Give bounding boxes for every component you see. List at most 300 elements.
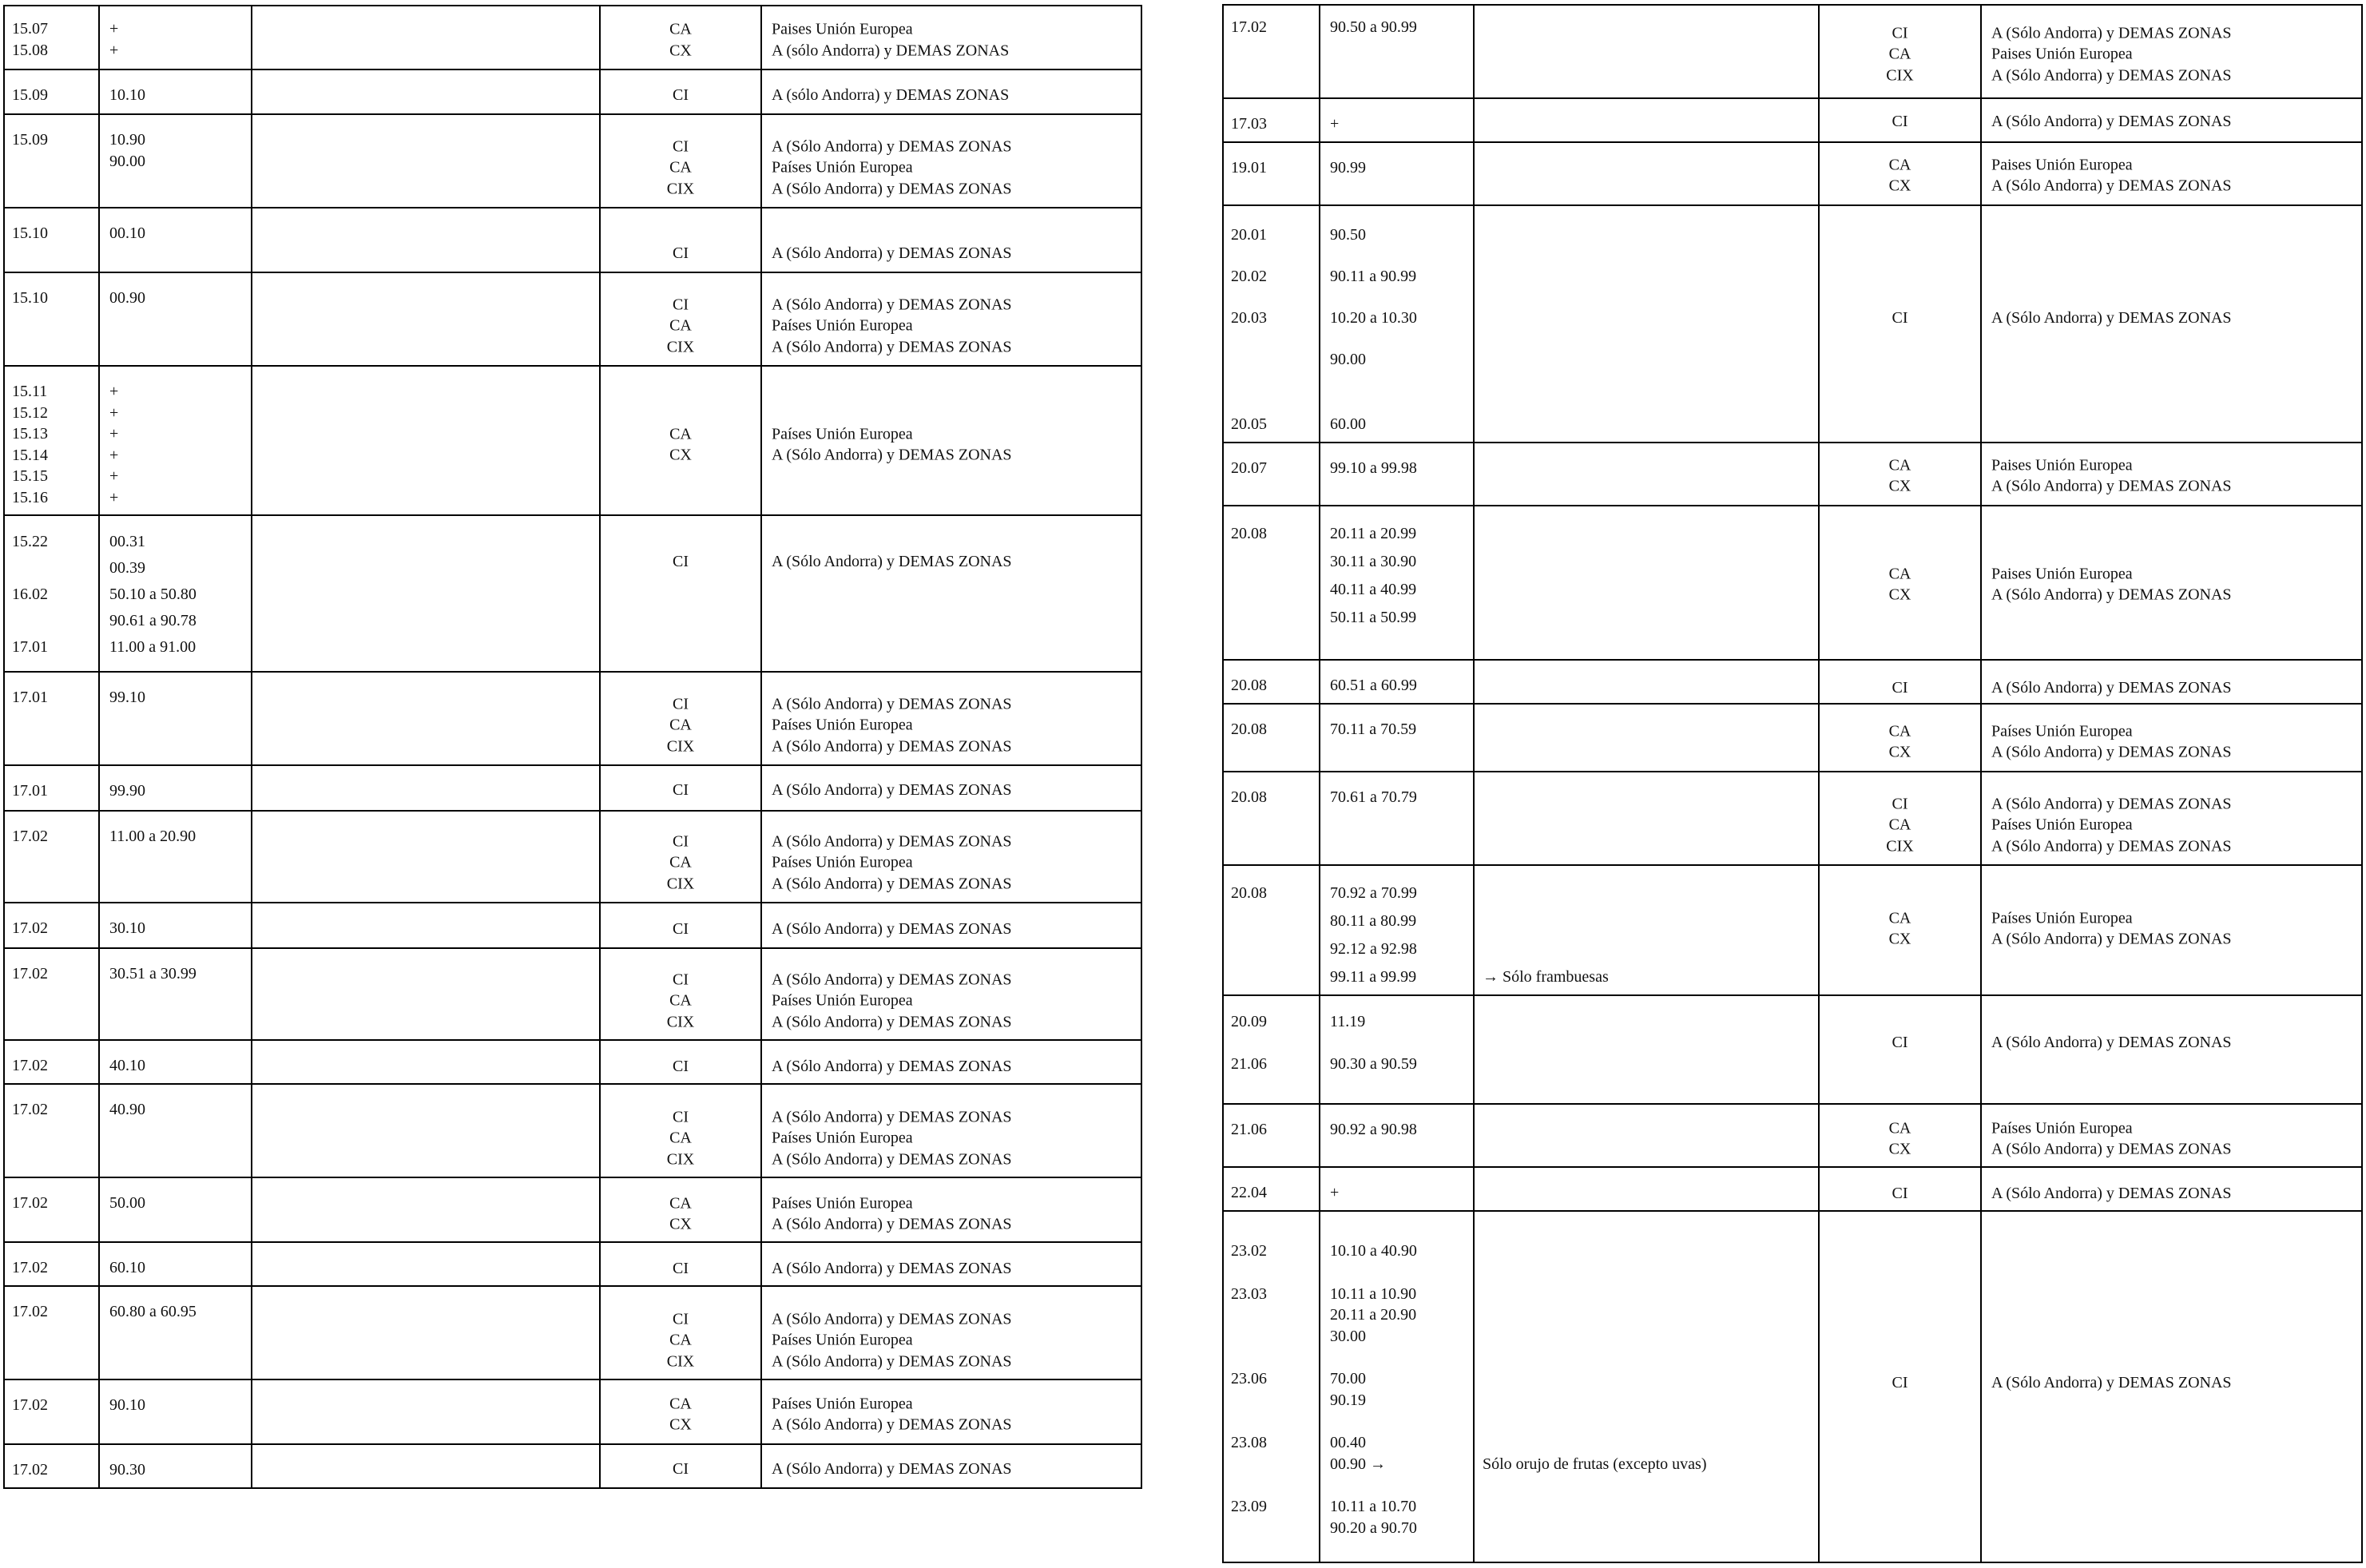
regime-cell [599, 812, 760, 902]
table-row [5, 365, 1141, 514]
note-cell [1473, 996, 1818, 1103]
regime-cell [599, 1380, 760, 1443]
heading-code: 17.02 [12, 1461, 48, 1479]
subheading-code: + [109, 41, 119, 59]
regime-list [1820, 1117, 1980, 1160]
heading-code: 17.02 [12, 1396, 48, 1414]
note-cell [1473, 772, 1818, 864]
regime-list [1820, 455, 1980, 497]
heading-cell [5, 6, 98, 69]
zone-list [762, 1257, 1141, 1279]
subheading-cell [1319, 143, 1473, 204]
subheading-code: 90.30 a 90.59 [1330, 1055, 1417, 1073]
zone-text: A (Sólo Andorra) y DEMAS ZONAS [772, 1149, 1012, 1168]
regime-list [601, 1257, 760, 1279]
zone-list [1982, 793, 2361, 857]
subheading-code: 10.20 a 10.30 [1330, 309, 1417, 327]
zone-list [1982, 154, 2361, 196]
subheading-cell [98, 766, 251, 810]
regime-cell [599, 673, 760, 764]
zone-cell [760, 1287, 1141, 1379]
zone-text: A (Sólo Andorra) y DEMAS ZONAS [772, 1309, 1012, 1328]
heading-cell [5, 1178, 98, 1241]
subheading-cell [1319, 1105, 1473, 1166]
heading-code: 17.01 [12, 689, 48, 706]
regime-list [601, 242, 760, 264]
table-row [1224, 659, 2361, 703]
subheading-code: + [109, 383, 119, 400]
regime-code: CI [673, 694, 689, 713]
regime-code: CX [669, 42, 692, 59]
heading-code: 17.02 [1231, 18, 1267, 36]
subheading-code: 90.00 [1330, 351, 1366, 368]
zone-text: A (Sólo Andorra) y DEMAS ZONAS [772, 1012, 1012, 1030]
heading-code: 20.08 [1231, 677, 1267, 694]
subheading-code: 30.00 [1330, 1327, 1366, 1345]
regime-code: CA [1888, 909, 1911, 927]
zone-text: A (Sólo Andorra) y DEMAS ZONAS [1991, 794, 2232, 812]
zone-text: A (Sólo Andorra) y DEMAS ZONAS [772, 832, 1012, 850]
subheading-code: 90.30 [109, 1461, 145, 1479]
zone-cell [1980, 443, 2361, 505]
zone-text: Países Unión Europea [772, 158, 913, 177]
zone-text: A (Sólo Andorra) y DEMAS ZONAS [772, 1215, 1012, 1233]
subheading-code: + [1330, 115, 1340, 133]
regime-code: CA [669, 158, 692, 177]
zone-text: A (Sólo Andorra) y DEMAS ZONAS [772, 1459, 1012, 1478]
subheading-code: 90.92 a 90.98 [1330, 1121, 1417, 1138]
note-cell [251, 1380, 599, 1443]
subheading-cell [98, 812, 251, 902]
note-cell [251, 1085, 599, 1177]
regime-code: CIX [1886, 836, 1914, 855]
regime-code: CI [1892, 112, 1908, 130]
heading-code: 15.12 [12, 403, 48, 422]
regime-list [1820, 154, 1980, 196]
subheading-code: 11.00 a 20.90 [109, 828, 197, 845]
zone-text: A (Sólo Andorra) y DEMAS ZONAS [1991, 836, 2232, 855]
zone-text: A (Sólo Andorra) y DEMAS ZONAS [1991, 1184, 2232, 1202]
zone-cell [760, 766, 1141, 810]
regime-list [1820, 110, 1980, 132]
subheading-code: 00.90 → [1330, 1455, 1386, 1473]
regime-code: CA [1888, 45, 1911, 63]
table-row [5, 947, 1141, 1039]
zone-text: Países Unión Europea [1991, 1119, 2133, 1137]
regime-code: CIX [666, 179, 695, 197]
zone-list [1982, 1372, 2361, 1394]
zone-cell [760, 1041, 1141, 1083]
subheading-cell [98, 1380, 251, 1443]
regime-cell [1818, 99, 1980, 141]
zone-text: A (Sólo Andorra) y DEMAS ZONAS [1991, 1033, 2232, 1051]
regime-cell [599, 903, 760, 947]
zone-text: A (Sólo Andorra) y DEMAS ZONAS [1991, 930, 2232, 948]
subheading-code: 50.10 a 50.80 [109, 586, 197, 603]
subheading-code: 30.11 a 30.90 [1330, 553, 1417, 570]
zone-cell [760, 673, 1141, 764]
subheading-cell [98, 367, 251, 514]
table-row [1224, 703, 2361, 771]
subheading-cell [98, 1445, 251, 1487]
subheading-cell [98, 115, 251, 207]
zone-cell [760, 208, 1141, 272]
heading-code: 15.10 [12, 224, 48, 242]
subheading-cell [98, 1178, 251, 1241]
zone-list [762, 19, 1141, 62]
note-cell [251, 367, 599, 514]
subheading-code: 00.40 [1330, 1434, 1366, 1451]
regime-list [601, 1393, 760, 1435]
zone-cell [760, 115, 1141, 207]
zone-text: A (Sólo Andorra) y DEMAS ZONAS [772, 780, 1012, 799]
regime-list [601, 1055, 760, 1077]
heading-code: 17.02 [12, 1057, 48, 1074]
zone-text: A (Sólo Andorra) y DEMAS ZONAS [1991, 112, 2232, 130]
heading-cell [5, 367, 98, 514]
regime-cell [1818, 1168, 1980, 1210]
zone-list [762, 969, 1141, 1033]
table-row [5, 810, 1141, 902]
regime-code: CX [1888, 1140, 1911, 1158]
regime-code: CX [1888, 743, 1911, 761]
regime-code: CA [669, 1331, 692, 1349]
regime-cell [1818, 443, 1980, 505]
zone-cell [760, 1243, 1141, 1285]
zone-text: Países Unión Europea [772, 716, 913, 734]
table-row [5, 1177, 1141, 1241]
zone-text: Países Unión Europea [1991, 722, 2133, 740]
subheading-code: 90.11 a 90.99 [1330, 268, 1417, 285]
zone-cell [760, 367, 1141, 514]
table-row [5, 671, 1141, 764]
subheading-cell [1319, 1168, 1473, 1210]
subheading-cell [98, 6, 251, 69]
note-text: → Sólo frambuesas [1483, 968, 1609, 986]
zone-text: A (Sólo Andorra) y DEMAS ZONAS [772, 1352, 1012, 1370]
regime-code: CX [1888, 930, 1911, 948]
regime-code: CI [673, 970, 689, 988]
regime-list [601, 85, 760, 106]
table-row [5, 1083, 1141, 1177]
note-cell [251, 6, 599, 69]
table-row [5, 902, 1141, 947]
regime-cell [599, 1445, 760, 1487]
subheading-code: + [1330, 1184, 1340, 1201]
heading-code: 15.16 [12, 488, 48, 506]
regime-code: CIX [666, 874, 695, 892]
heading-code: 21.06 [1231, 1121, 1267, 1138]
zone-text: A (Sólo Andorra) y DEMAS ZONAS [772, 337, 1012, 355]
regime-code: CA [669, 991, 692, 1010]
regime-code: CI [673, 780, 689, 799]
note-cell [251, 516, 599, 671]
subheading-code: 00.10 [109, 224, 145, 242]
heading-cell [5, 1243, 98, 1285]
zone-text: A (Sólo Andorra) y DEMAS ZONAS [772, 446, 1012, 464]
table-row [1224, 1103, 2361, 1166]
regime-list [601, 1106, 760, 1170]
subheading-code: 30.51 a 30.99 [109, 965, 197, 982]
zone-text: Países Unión Europea [1991, 909, 2133, 927]
subheading-cell [98, 273, 251, 365]
heading-code: 17.01 [12, 782, 48, 800]
heading-cell [5, 273, 98, 365]
note-cell [251, 70, 599, 113]
note-text: Sólo orujo de frutas (excepto uvas) [1483, 1455, 1707, 1473]
heading-cell [5, 1445, 98, 1487]
zone-list [762, 1458, 1141, 1479]
zone-text: A (sólo Andorra) y DEMAS ZONAS [772, 85, 1010, 104]
heading-code: 21.06 [1231, 1055, 1267, 1073]
regime-code: CI [673, 552, 689, 570]
regime-cell [599, 115, 760, 207]
note-cell [1473, 443, 1818, 505]
heading-code: 23.09 [1231, 1498, 1267, 1515]
regime-code: CIX [666, 1012, 695, 1030]
heading-code: 16.02 [12, 586, 48, 603]
note-cell [1473, 1168, 1818, 1210]
note-cell [251, 673, 599, 764]
note-cell [1473, 1105, 1818, 1166]
regime-code: CIX [666, 1352, 695, 1370]
subheading-code: 50.11 a 50.99 [1330, 609, 1417, 626]
note-cell [251, 273, 599, 365]
regime-code: CA [1888, 565, 1911, 582]
table-row [5, 272, 1141, 365]
zone-list [1982, 1117, 2361, 1160]
subheading-cell [1319, 996, 1473, 1103]
zone-list [1982, 1182, 2361, 1204]
regime-cell [1818, 6, 1980, 97]
heading-code: 20.02 [1231, 268, 1267, 285]
zone-list [762, 1393, 1141, 1435]
table-row [1224, 97, 2361, 141]
zone-list [1982, 110, 2361, 132]
regime-list [601, 969, 760, 1033]
zone-cell [1980, 506, 2361, 659]
subheading-code: 92.12 a 92.98 [1330, 940, 1417, 958]
regime-cell [1818, 866, 1980, 994]
zone-text: Países Unión Europea [772, 425, 913, 443]
regime-cell [599, 1041, 760, 1083]
heading-cell [1224, 996, 1319, 1103]
zone-text: Países Unión Europea [1991, 816, 2133, 834]
heading-code: 17.02 [12, 1101, 48, 1118]
regime-code: CA [669, 853, 692, 871]
zone-text: Países Unión Europea [772, 1129, 913, 1147]
regime-cell [1818, 772, 1980, 864]
table-row [5, 514, 1141, 671]
heading-cell [5, 1085, 98, 1177]
regime-code: CA [1888, 156, 1911, 173]
note-cell [1473, 661, 1818, 703]
zone-cell [1980, 206, 2361, 442]
heading-code: 20.08 [1231, 788, 1267, 806]
zone-cell [760, 273, 1141, 365]
zone-text: Paises Unión Europea [1991, 156, 2133, 173]
zone-cell [1980, 996, 2361, 1103]
regime-list [601, 779, 760, 800]
subheading-code: 60.80 a 60.95 [109, 1303, 197, 1320]
regime-list [601, 551, 760, 573]
zone-text: A (Sólo Andorra) y DEMAS ZONAS [1991, 1140, 2232, 1158]
regime-cell [1818, 661, 1980, 703]
subheading-code: 10.10 a 40.90 [1330, 1242, 1417, 1260]
table-row [5, 207, 1141, 272]
regime-code: CI [673, 295, 689, 313]
zone-list [1982, 1032, 2361, 1054]
regime-code: CI [673, 832, 689, 850]
heading-cell [5, 70, 98, 113]
regime-list [1820, 720, 1980, 763]
regime-code: CIX [1886, 65, 1914, 84]
heading-code: 17.01 [12, 638, 48, 656]
zone-text: A (Sólo Andorra) y DEMAS ZONAS [772, 552, 1012, 570]
regime-code: CI [1892, 308, 1908, 327]
regime-cell [599, 766, 760, 810]
regime-code: CIX [666, 337, 695, 355]
subheading-code: + [109, 467, 119, 485]
subheading-cell [1319, 443, 1473, 505]
zone-text: A (Sólo Andorra) y DEMAS ZONAS [772, 874, 1012, 892]
regime-cell [599, 1243, 760, 1285]
subheading-code: 00.90 [109, 289, 145, 307]
table-row [1224, 204, 2361, 442]
heading-code: 23.03 [1231, 1284, 1267, 1303]
heading-cell [1224, 443, 1319, 505]
zone-list [762, 1308, 1141, 1372]
regime-list [601, 294, 760, 358]
zone-text: A (Sólo Andorra) y DEMAS ZONAS [772, 295, 1012, 313]
zone-cell [760, 70, 1141, 113]
zone-list [1982, 22, 2361, 86]
subheading-cell [1319, 661, 1473, 703]
zone-text: A (Sólo Andorra) y DEMAS ZONAS [1991, 1373, 2232, 1391]
zone-text: A (Sólo Andorra) y DEMAS ZONAS [772, 137, 1012, 155]
heading-code: 20.08 [1231, 884, 1267, 902]
regime-list [601, 1193, 760, 1235]
regime-code: CA [669, 716, 692, 734]
heading-code: 22.04 [1231, 1184, 1267, 1201]
zone-list [762, 242, 1141, 264]
regime-code: CI [1892, 1033, 1908, 1051]
regime-code: CI [673, 1459, 689, 1478]
heading-code: 15.13 [12, 425, 48, 443]
heading-cell [1224, 99, 1319, 141]
zone-text: A (Sólo Andorra) y DEMAS ZONAS [1991, 65, 2232, 84]
zone-list [1982, 677, 2361, 698]
table-row [1224, 442, 2361, 505]
table-row [5, 1285, 1141, 1379]
zone-text: Países Unión Europea [772, 1331, 913, 1349]
zone-cell [1980, 99, 2361, 141]
note-cell [1473, 206, 1818, 442]
heading-cell [5, 903, 98, 947]
note-cell [251, 812, 599, 902]
zone-list [762, 1193, 1141, 1235]
regime-code: CA [669, 425, 692, 443]
table-row [1224, 771, 2361, 864]
subheading-cell [1319, 99, 1473, 141]
regime-list [1820, 677, 1980, 698]
zone-text: A (Sólo Andorra) y DEMAS ZONAS [1991, 177, 2232, 195]
regime-code: CX [669, 1215, 692, 1233]
regime-code: CX [669, 1415, 692, 1434]
zone-text: A (Sólo Andorra) y DEMAS ZONAS [772, 1057, 1012, 1075]
left-table [3, 5, 1142, 1489]
note-cell [1473, 866, 1818, 994]
subheading-cell [1319, 866, 1473, 994]
table-row [5, 1379, 1141, 1443]
subheading-code: 90.20 a 90.70 [1330, 1518, 1417, 1537]
zone-cell [1980, 866, 2361, 994]
subheading-cell [98, 208, 251, 272]
regime-code: CI [1892, 794, 1908, 812]
heading-code: 23.08 [1231, 1434, 1267, 1451]
zone-cell [1980, 705, 2361, 771]
zone-text: A (Sólo Andorra) y DEMAS ZONAS [1991, 678, 2232, 697]
note-cell [251, 903, 599, 947]
zone-cell [760, 1445, 1141, 1487]
zone-text: A (Sólo Andorra) y DEMAS ZONAS [772, 1415, 1012, 1434]
heading-cell [1224, 705, 1319, 771]
subheading-code: 11.00 a 91.00 [109, 638, 197, 656]
zone-cell [1980, 1105, 2361, 1166]
regime-code: CI [673, 244, 689, 262]
zone-list [762, 294, 1141, 358]
regime-list [1820, 1032, 1980, 1054]
subheading-code: 50.00 [109, 1194, 145, 1212]
heading-cell [1224, 772, 1319, 864]
zone-text: A (Sólo Andorra) y DEMAS ZONAS [772, 1107, 1012, 1125]
regime-cell [599, 273, 760, 365]
heading-cell [1224, 1212, 1319, 1562]
heading-code: 20.01 [1231, 226, 1267, 244]
regime-code: CA [669, 1194, 692, 1212]
subheading-code: 10.10 [109, 86, 145, 104]
subheading-code: 20.11 a 20.99 [1330, 525, 1417, 542]
regime-code: CI [1892, 1373, 1908, 1391]
subheading-code: 99.10 [109, 689, 145, 706]
heading-code: 20.05 [1231, 415, 1267, 433]
right-table [1222, 4, 2363, 1563]
note-cell [1473, 506, 1818, 659]
table-row [5, 1241, 1141, 1285]
regime-cell [599, 1287, 760, 1379]
heading-cell [1224, 1168, 1319, 1210]
zone-list [1982, 907, 2361, 950]
zone-cell [760, 1380, 1141, 1443]
heading-cell [5, 949, 98, 1039]
regime-list [601, 693, 760, 757]
subheading-code: 00.31 [109, 533, 145, 550]
heading-code: 20.08 [1231, 720, 1267, 738]
note-cell [251, 949, 599, 1039]
regime-list [601, 1308, 760, 1372]
regime-list [601, 19, 760, 62]
heading-code: 15.14 [12, 446, 48, 464]
regime-code: CI [673, 1057, 689, 1075]
zone-text: Países Unión Europea [772, 991, 913, 1010]
subheading-code: + [109, 20, 119, 38]
note-cell [1473, 1212, 1818, 1562]
table-row [5, 113, 1141, 207]
zone-list [762, 693, 1141, 757]
heading-code: 19.01 [1231, 159, 1267, 177]
regime-cell [1818, 206, 1980, 442]
regime-code: CX [1888, 586, 1911, 604]
